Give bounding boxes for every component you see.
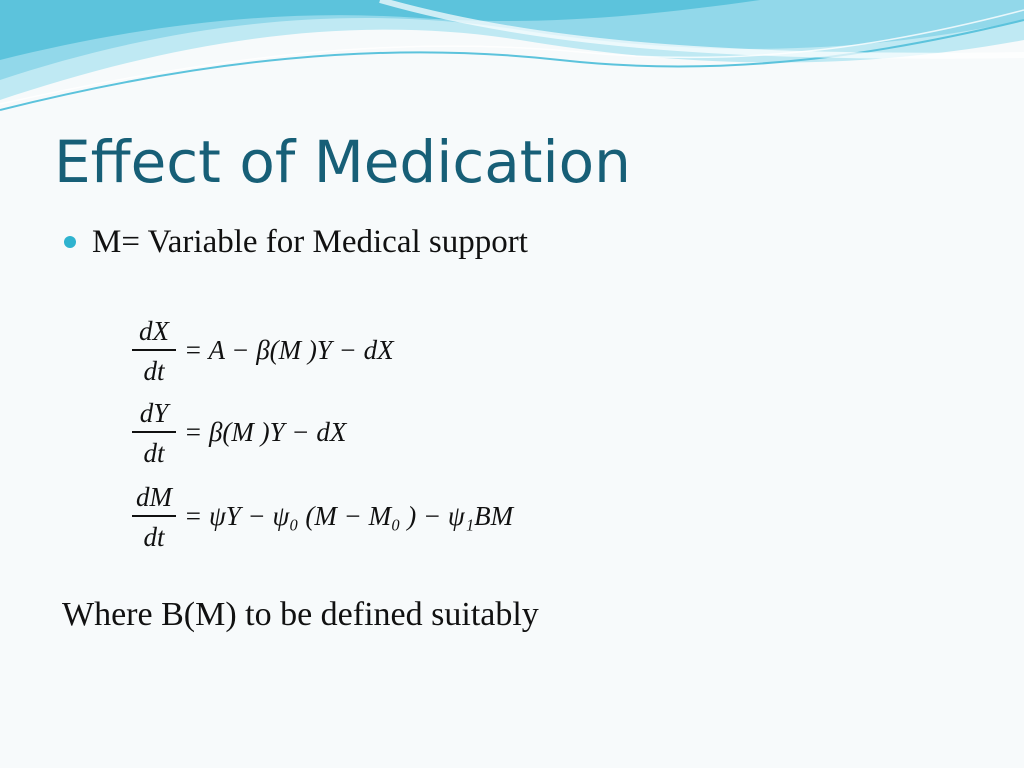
- equation-rhs: = A − β(M )Y − dX: [184, 335, 394, 366]
- denominator: dt: [143, 521, 165, 552]
- equation-rhs: = β(M )Y − dX: [184, 417, 347, 448]
- numerator: dY: [139, 398, 169, 428]
- equation-dx: [132, 316, 394, 386]
- numerator: dX: [139, 316, 169, 346]
- denominator: dt: [143, 355, 165, 386]
- equation-dm: [132, 482, 513, 552]
- slide-title: Effect of Medication: [54, 128, 631, 196]
- equation-rhs: = ψY − ψ₀ (M − M₀ ) − ψ₁BM: [184, 501, 514, 532]
- bullet-text: M= Variable for Medical support: [92, 224, 528, 260]
- equation-dy: [132, 398, 346, 468]
- fraction-dy-dt: [132, 398, 176, 468]
- numerator: dM: [136, 482, 172, 512]
- denominator: dt: [143, 437, 165, 468]
- fraction-dx-dt: [132, 316, 176, 386]
- header-wave-decoration: [0, 0, 1024, 120]
- bullet-item: [64, 224, 528, 261]
- bullet-dot-icon: [64, 236, 76, 248]
- fraction-dm-dt: [132, 482, 176, 552]
- footer-note: Where B(M) to be defined suitably: [62, 596, 539, 633]
